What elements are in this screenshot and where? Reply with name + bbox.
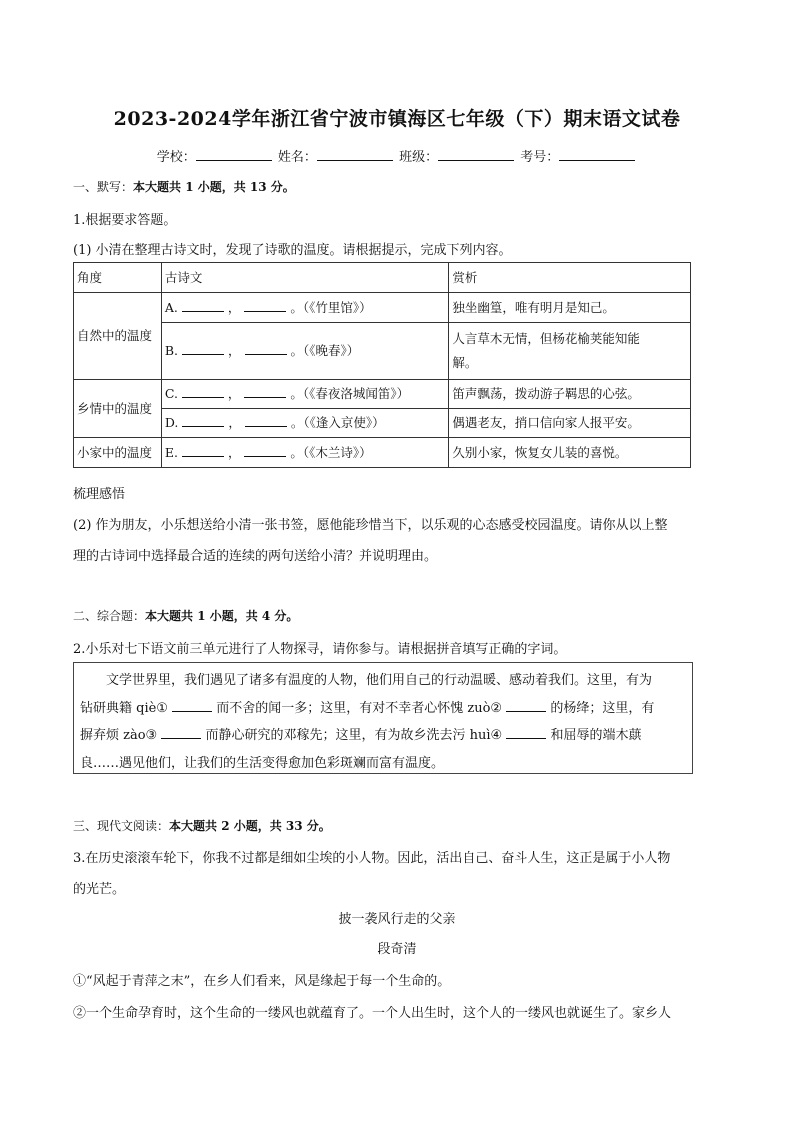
box-line: 摒弃烦 zào③ 而静心研究的邓稼先；这里，有为故乡洗去污 huì④ 和屈辱的端木蕻: [80, 728, 642, 743]
school-blank[interactable]: [196, 148, 272, 161]
section3-heading: 三、现代文阅读：本大题共 2 小题，共 33 分。: [73, 819, 331, 833]
q3-line2: 的光芒。: [73, 882, 126, 897]
table-row: [74, 438, 691, 468]
box-line: 钻研典籍 qiè① 而不舍的闻一多；这里，有对不幸者心怀愧 zuò② 的杨绛；这里，有: [80, 700, 655, 716]
poem-cell: A. ， 。（《竹里馆》）: [161, 293, 449, 323]
answer-blank[interactable]: [182, 385, 224, 398]
answer-blank[interactable]: [182, 444, 224, 457]
answer-blank[interactable]: [182, 342, 224, 355]
table-row: [74, 293, 691, 323]
pinyin-blank-1[interactable]: [172, 699, 212, 712]
poem-cell: C. ， 。（《春夜洛城闻笛》）: [161, 380, 449, 409]
class-label: 班级：: [399, 150, 439, 165]
exam-title: 2023-2024学年浙江省宁波市镇海区七年级（下）期末语文试卷: [113, 108, 681, 130]
number-blank[interactable]: [559, 148, 635, 161]
q1-part1: (1) 小清在整理古诗文时，发现了诗歌的温度。请根据提示，完成下列内容。: [73, 243, 512, 258]
pinyin-blank-4[interactable]: [506, 726, 546, 739]
q2-stem: 2.小乐对七下语文前三单元进行了人物探寻，请你参与。请根据拼音填写正确的字词。: [73, 642, 567, 657]
table-header-row: [74, 263, 691, 293]
table-header: 赏析: [449, 263, 691, 293]
poem-table: [73, 262, 691, 468]
essay-paragraph-2: ②一个生命孕育时，这个生命的一缕风也就蕴育了。一个人出生时，这个人的一缕风也就诞生了。家乡人: [73, 1006, 672, 1021]
q1-stem: 1.根据要求答题。: [73, 213, 177, 228]
student-info-line: [0, 146, 794, 165]
school-label: 学校：: [156, 150, 196, 165]
category-home: 乡情中的温度: [74, 380, 162, 438]
answer-blank[interactable]: [245, 414, 287, 427]
poem-cell: D. ， 。（《逢入京使》）: [161, 409, 449, 438]
poem-cell: E. ， 。（《木兰诗》）: [161, 438, 449, 468]
answer-blank[interactable]: [245, 342, 287, 355]
section2-heading: 二、综合题：本大题共 1 小题，共 4 分。: [73, 609, 299, 623]
answer-blank[interactable]: [244, 444, 286, 457]
answer-blank[interactable]: [244, 299, 286, 312]
answer-blank[interactable]: [182, 414, 224, 427]
q1-part2-line2: 理的古诗词中选择最合适的连续的两句送给小清？并说明理由。: [73, 549, 438, 564]
q3-line1: 3.在历史滚滚车轮下，你我不过都是细如尘埃的小人物。因此，活出自己、奋斗人生，这正是属于小人物: [73, 851, 671, 866]
analysis-cell: 偶遇老友，捎口信向家人报平安。: [449, 409, 691, 438]
analysis-cell: 笛声飘荡，拨动游子羁思的心弦。: [449, 380, 691, 409]
analysis-cell: 独坐幽篁，唯有明月是知己。: [449, 293, 691, 323]
table-header: 角度: [74, 263, 162, 293]
pinyin-blank-3[interactable]: [161, 726, 201, 739]
pinyin-blank-2[interactable]: [506, 699, 546, 712]
section1-heading: 一、默写：本大题共 1 小题，共 13 分。: [73, 180, 295, 194]
name-blank[interactable]: [317, 148, 393, 161]
class-blank[interactable]: [438, 148, 514, 161]
name-label: 姓名：: [277, 150, 317, 165]
number-label: 考号：: [520, 150, 560, 165]
table-header: 古诗文: [161, 263, 449, 293]
table-row: [74, 323, 691, 380]
poem-cell: B. ， 。（《晚春》）: [161, 323, 449, 380]
category-nature: 自然中的温度: [74, 293, 162, 380]
analysis-cell: 人言草木无情，但杨花榆荚能知能 解。: [449, 323, 691, 380]
box-line: 文学世界里，我们遇见了诸多有温度的人物，他们用自己的行动温暖、感动着我们。这里，有为: [106, 673, 653, 688]
after-table-label: 梳理感悟: [73, 487, 126, 502]
essay-paragraph-1: ①“风起于青萍之末”，在乡人们看来，风是缘起于每一个生命的。: [73, 974, 451, 989]
category-family: 小家中的温度: [74, 438, 162, 468]
answer-blank[interactable]: [182, 299, 224, 312]
essay-title: 披一袭风行走的父亲: [338, 912, 456, 927]
box-line: 良……遇见他们，让我们的生活变得愈加色彩斑斓而富有温度。: [80, 755, 445, 771]
q1-part2-line1: (2) 作为朋友，小乐想送给小清一张书签，愿他能珍惜当下，以乐观的心态感受校园温度。请你从以上整: [73, 518, 668, 533]
table-row: [74, 380, 691, 409]
analysis-cell: 久别小家，恢复女儿装的喜悦。: [449, 438, 691, 468]
pinyin-box: [73, 662, 693, 774]
answer-blank[interactable]: [244, 385, 286, 398]
table-row: [74, 409, 691, 438]
essay-author: 段奇清: [377, 942, 417, 957]
